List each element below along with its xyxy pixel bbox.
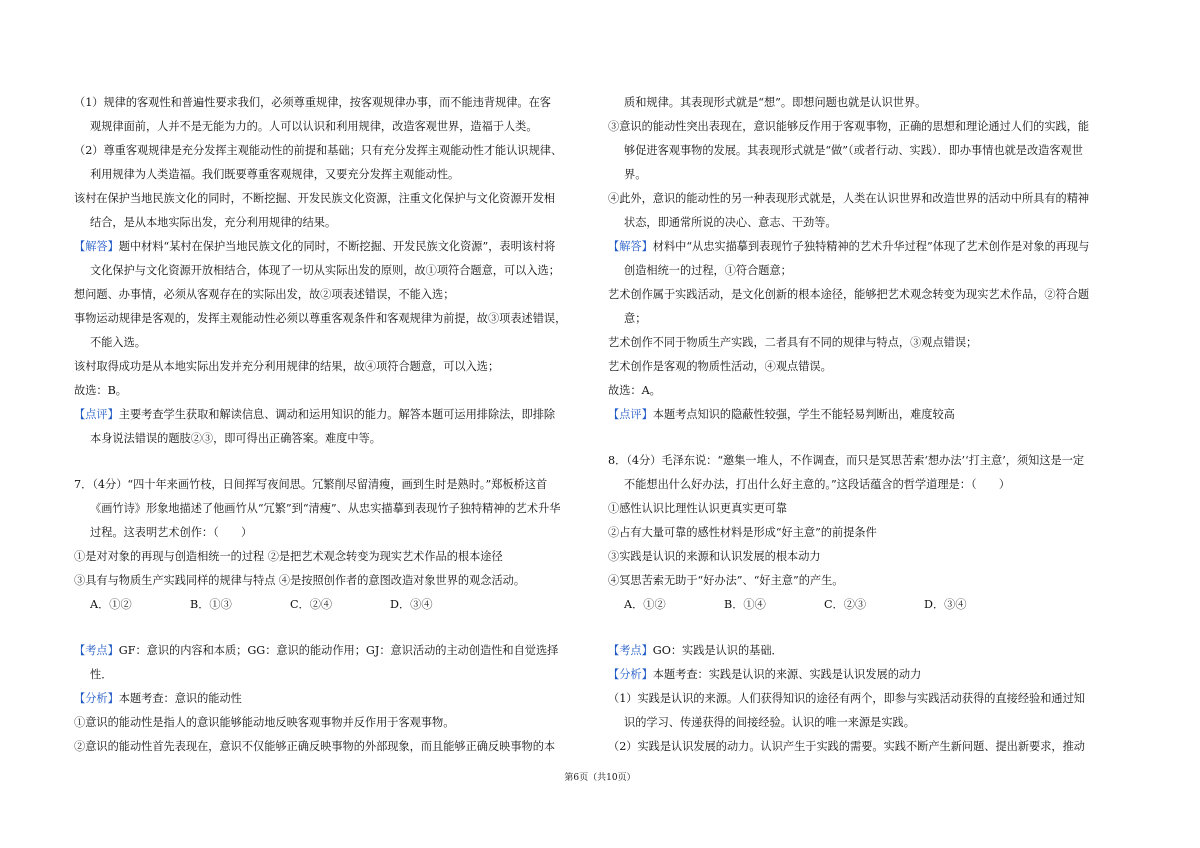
line-text: 不能入选。	[90, 336, 146, 349]
text-line	[74, 139, 594, 163]
line-text: 艺术创作不同于物质生产实践，二者具有不同的规律与特点，③观点错误；	[608, 336, 978, 349]
line-text: 故选：A。	[608, 384, 661, 397]
line-text: ①是对对象的再现与创造相统一的过程 ②是把艺术观念转变为现实艺术作品的根本途径	[74, 550, 503, 563]
q8-options	[608, 593, 1128, 617]
line-text: 本题考点知识的隐蔽性较强，学生不能轻易判断出，难度较高	[652, 408, 955, 421]
text-line	[74, 283, 594, 307]
section-tag: 【考点】	[608, 644, 653, 657]
text-line	[608, 115, 1128, 139]
line-text: （1）规律的客观性和普遍性要求我们，必须尊重规律，按客观规律办事，而不能违背规律。在客	[74, 96, 551, 109]
line-text: 本身说法错误的题肢②③，即可得出正确答案。难度中等。	[90, 432, 381, 445]
line-text: ③意识的能动性突出表现在，意识能够反作用于客观事物，正确的思想和理论通过人们的实践，能	[608, 120, 1090, 133]
text-line	[608, 497, 1128, 521]
line-text: 材料中“从忠实描摹到表现竹子独特精神的艺术升华过程”体现了艺术创作是对象的再现与	[652, 240, 1090, 253]
text-line	[608, 187, 1128, 211]
text-line	[608, 91, 1128, 115]
answer-option: A．①②	[90, 598, 132, 611]
line-text: ②意识的能动性首先表现在，意识不仅能够正确反映事物的外部现象，而且能够正确反映事物的本	[74, 740, 556, 753]
line-text: ③具有与物质生产实践同样的规律与特点 ④是按照创作者的意图改造对象世界的观念活动。	[74, 574, 526, 587]
text-line	[74, 211, 594, 235]
page-footer: 第6页（共10页）	[564, 773, 636, 783]
answer-option: D．③④	[924, 598, 967, 611]
text-line	[608, 449, 1128, 473]
section-tag: 【分析】	[608, 668, 653, 681]
text-line	[74, 473, 594, 497]
text-line	[74, 235, 594, 259]
line-text: 状态，即通常所说的决心、意志、干劲等。	[624, 216, 837, 229]
line-text: GO：实践是认识的基础．	[652, 644, 783, 657]
text-line	[608, 211, 1128, 235]
text-line	[74, 115, 594, 139]
text-line	[608, 663, 1128, 687]
line-text: 不能想出什么好办法，打出什么好主意的。”这段话蕴含的哲学道理是：（ ）	[624, 478, 1011, 491]
line-text: 《画竹诗》形象地描述了他画竹从“冗繁”到“清瘦”、从忠实描摹到表现竹子独特精神的艺术升华	[90, 502, 561, 515]
line-text: ③实践是认识的来源和认识发展的根本动力	[608, 550, 821, 563]
text-line	[74, 639, 594, 663]
line-text: 想问题、办事情，必须从客观存在的实际出发，故②项表述错误，不能入选；	[74, 288, 455, 301]
line-text: 8．（4分）毛泽东说：“邀集一堆人，不作调查，而只是冥思苦索‘想办法’‘打主意’，须知这是一定	[608, 454, 1085, 467]
q7-answer-section	[608, 91, 1128, 427]
answer-option: D．③④	[390, 598, 433, 611]
line-text: 7．（4分）“四十年来画竹枝，日间挥写夜间思。冗繁削尽留清瘦，画到生时是熟时。”郑板桥这首	[74, 478, 548, 491]
line-text: 故选：B。	[74, 384, 127, 397]
line-text: GF：意识的内容和本质；GG：意识的能动作用；GJ：意识活动的主动创造性和自觉选择	[118, 644, 559, 657]
right-column	[608, 91, 1128, 759]
section-tag: 【解答】	[74, 240, 119, 253]
text-line	[74, 403, 594, 427]
section-tag: 【解答】	[608, 240, 653, 253]
line-text: 艺术创作属于实践活动，是文化创新的根本途径，能够把艺术观念转变为现实艺术作品，②符合题	[608, 288, 1090, 301]
line-text: ④冥思苦索无助于“好办法”、“好主意”的产生。	[608, 574, 844, 587]
text-line	[74, 259, 594, 283]
text-line	[74, 497, 594, 521]
q7-analysis-section	[74, 639, 594, 759]
text-line	[608, 711, 1128, 735]
answer-option: C．②④	[290, 598, 333, 611]
text-line	[74, 427, 594, 451]
line-text: 观规律面前，人并不是无能为力的。人可以认识和利用规律，改造客观世界，造福于人类。	[90, 120, 538, 133]
line-text: ④此外，意识的能动性的另一种表现形式就是，人类在认识世界和改造世界的活动中所具有的精神	[608, 192, 1090, 205]
answer-option: C．②③	[824, 598, 867, 611]
text-line	[74, 711, 594, 735]
line-text: 界。	[624, 168, 647, 181]
line-text: ①感性认识比理性认识更真实更可靠	[608, 502, 788, 515]
line-text: （2）实践是认识发展的动力。认识产生于实践的需要。实践不断产生新问题、提出新要求，推动	[608, 740, 1085, 753]
line-text: 本题考查：意识的能动性	[118, 692, 242, 705]
section-tag: 【点评】	[608, 408, 653, 421]
left-column	[74, 91, 594, 759]
text-line	[74, 735, 594, 759]
line-text: 质和规律。其表现形式就是“想”。即想问题也就是认识世界。	[624, 96, 927, 109]
line-text: 利用规律为人类造福。我们既要尊重客观规律，又要充分发挥主观能动性。	[90, 168, 460, 181]
text-line	[74, 163, 594, 187]
text-line	[608, 545, 1128, 569]
line-text: 性．	[90, 668, 113, 681]
answer-option: A．①②	[624, 598, 666, 611]
line-text: 结合，是从本地实际出发，充分利用规律的结果。	[90, 216, 337, 229]
text-line	[74, 355, 594, 379]
line-text: 过程。这表明艺术创作：（ ）	[90, 526, 253, 539]
q6-analysis-section	[74, 91, 594, 451]
text-line	[74, 187, 594, 211]
q7-options	[74, 593, 594, 617]
line-text: 主要考查学生获取和解读信息、调动和运用知识的能力。解答本题可运用排除法，即排除	[118, 408, 556, 421]
text-line	[74, 307, 594, 331]
text-line	[608, 521, 1128, 545]
text-line	[608, 473, 1128, 497]
line-text: （2）尊重客观规律是充分发挥主观能动性的前提和基础；只有充分发挥主观能动性才能认识规律、	[74, 144, 563, 157]
text-line	[608, 307, 1128, 331]
section-tag: 【点评】	[74, 408, 119, 421]
line-text: 题中材料“某村在保护当地民族文化的同时，不断挖掘、开发民族文化资源”，表明该村将	[118, 240, 556, 253]
text-line	[74, 91, 594, 115]
text-line	[608, 331, 1128, 355]
question-8	[608, 449, 1128, 593]
section-tag: 【考点】	[74, 644, 119, 657]
text-line	[74, 569, 594, 593]
text-line	[608, 403, 1128, 427]
line-text: （1）实践是认识的来源。人们获得知识的途径有两个，即参与实践活动获得的直接经验和通过知	[608, 692, 1085, 705]
text-line	[608, 735, 1128, 759]
line-text: ②占有大量可靠的感性材料是形成“好主意”的前提条件	[608, 526, 877, 539]
text-line	[608, 259, 1128, 283]
line-text: 艺术创作是客观的物质性活动，④观点错误。	[608, 360, 832, 373]
answer-option: B．①③	[190, 598, 232, 611]
text-line	[608, 139, 1128, 163]
text-line	[608, 569, 1128, 593]
line-text: 该村在保护当地民族文化的同时，不断挖掘、开发民族文化资源，注重文化保护与文化资源开发相	[74, 192, 556, 205]
text-line	[608, 235, 1128, 259]
text-line	[608, 355, 1128, 379]
answer-option: B．①④	[724, 598, 766, 611]
line-text: 本题考查：实践是认识的来源、实践是认识发展的动力	[652, 668, 922, 681]
text-line	[74, 379, 594, 403]
line-text: 事物运动规律是客观的，发挥主观能动性必须以尊重客观条件和客观规律为前提，故③项表述错误，	[74, 312, 567, 325]
text-line	[74, 687, 594, 711]
line-text: 文化保护与文化资源开放相结合，体现了一切从实际出发的原则，故①项符合题意，可以入选；	[90, 264, 560, 277]
text-line	[608, 283, 1128, 307]
text-line	[74, 521, 594, 545]
text-line	[608, 163, 1128, 187]
text-line	[74, 545, 594, 569]
line-text: 识的学习、传递获得的间接经验。认识的唯一来源是实践。	[624, 716, 915, 729]
line-text: 意；	[624, 312, 647, 325]
line-text: 该村取得成功是从本地实际出发并充分利用规律的结果，故④项符合题意，可以入选；	[74, 360, 500, 373]
text-line	[608, 687, 1128, 711]
line-text: 够促进客观事物的发展。其表现形式就是“做”（或者行动、实践）．即办事情也就是改造客观世	[624, 144, 1083, 157]
text-line	[608, 639, 1128, 663]
question-7	[74, 473, 594, 593]
q8-analysis-section	[608, 639, 1128, 759]
text-line	[608, 379, 1128, 403]
section-tag: 【分析】	[74, 692, 119, 705]
line-text: 创造相统一的过程，①符合题意；	[624, 264, 792, 277]
line-text: ①意识的能动性是指人的意识能够能动地反映客观事物并反作用于客观事物。	[74, 716, 455, 729]
text-line	[74, 331, 594, 355]
text-line	[74, 663, 594, 687]
